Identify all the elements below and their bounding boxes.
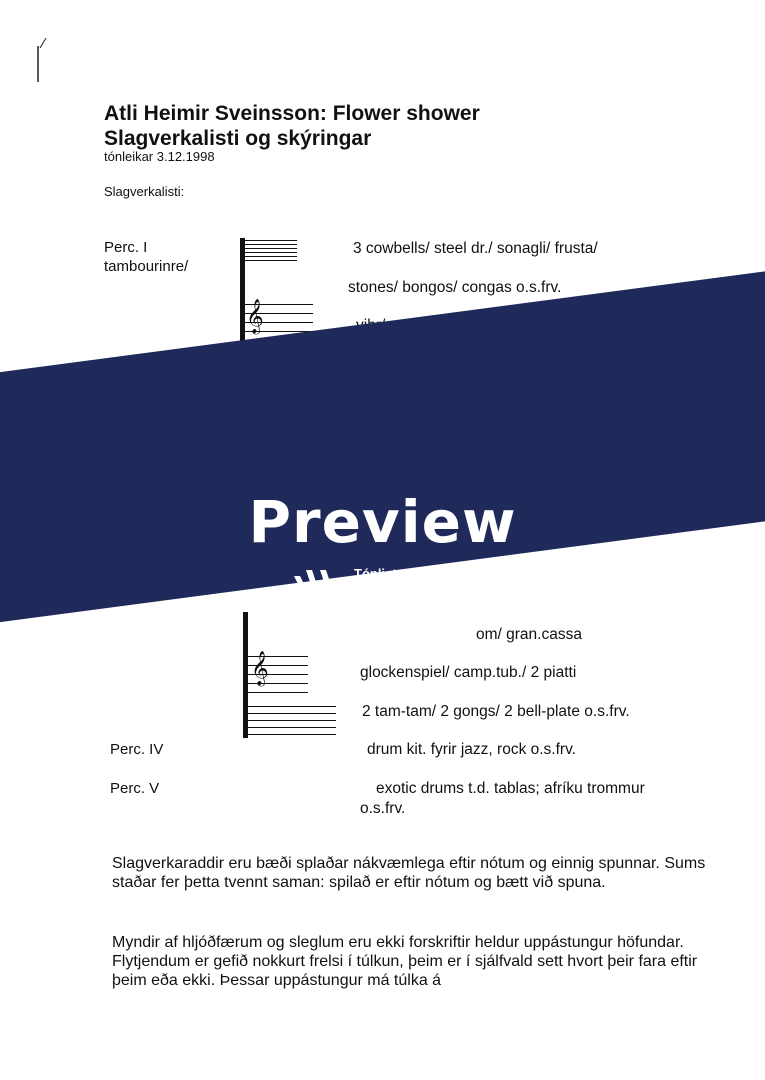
perc-5-item-1: exotic drums t.d. tablas; afríku trommur <box>376 780 645 797</box>
logo-line-1: Tónlistarmiðstöð <box>354 566 460 581</box>
perc-1-item-2: stones/ bongos/ congas o.s.frv. <box>348 279 562 296</box>
perc-1-item-1: 3 cowbells/ steel dr./ sonagli/ frusta/ <box>353 240 598 257</box>
concert-date: tónleikar 3.12.1998 <box>104 149 215 164</box>
perc-5-label: Perc. V <box>110 780 160 797</box>
paragraph-1: Slagverkaraddir eru bæði splaðar nákvæmlega eftir nótum og einnig spunnar. Sums staðar fer þetta tvennt saman: spilað er eftir nótum og bætt við spuna. <box>112 855 706 891</box>
paragraph-2: Myndir af hljóðfærum og sleglum eru ekki forskriftir heldur uppástungur höfundar. Flytjendum er gefið nokkurt frelsi í túlkun, þeim er í sjálfvald sett hvort þeir fara eftir þeim eða ekki. Þessar uppástungur má túlka á <box>112 934 698 989</box>
perc-5-item-2: o.s.frv. <box>360 800 406 817</box>
treble-clef-icon: 𝄞 <box>251 651 269 686</box>
page-title: Atli Heimir Sveinsson: Flower shower <box>104 102 480 125</box>
perc-3-item-3: 2 tam-tam/ 2 gongs/ 2 bell-plate o.s.frv. <box>362 703 630 720</box>
corner-scan-mark <box>36 38 56 88</box>
perc-4-item-1: drum kit. fyrir jazz, rock o.s.frv. <box>367 741 576 758</box>
perc-1-label: Perc. I <box>104 239 148 256</box>
perc-3-staff <box>243 612 333 740</box>
perc-3-item-2: glockenspiel/ camp.tub./ 2 piatti <box>360 664 577 681</box>
preview-watermark-text: Preview <box>248 488 517 556</box>
page-subtitle: Slagverkalisti og skýringar <box>104 127 372 150</box>
perc-1-sublabel: tambourinre/ <box>104 258 189 275</box>
logo-line-2: Iceland Music <box>354 581 434 596</box>
section-label: Slagverkalisti: <box>104 184 185 199</box>
treble-clef-icon: 𝄞 <box>246 299 264 334</box>
perc-3-item-1: om/ gran.cassa <box>476 626 582 643</box>
perc-4-label: Perc. IV <box>110 741 164 758</box>
